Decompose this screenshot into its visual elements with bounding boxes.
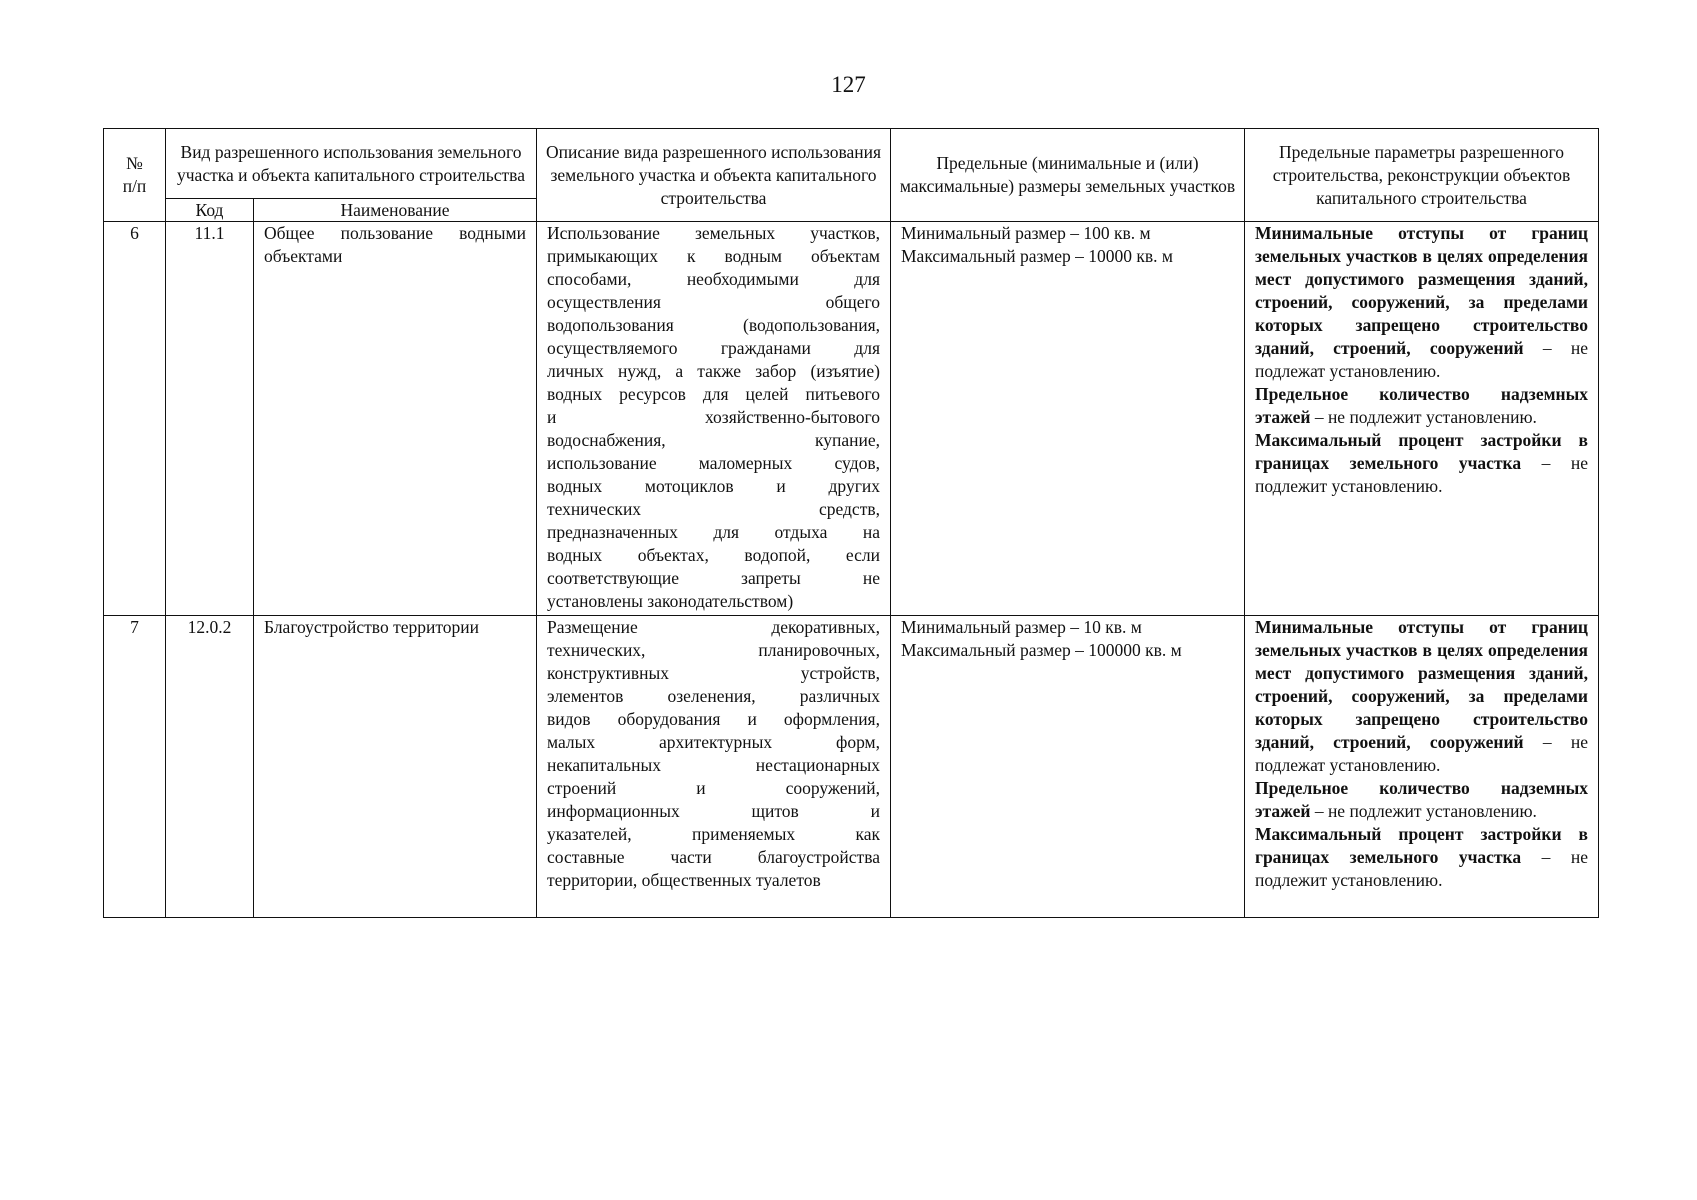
description-line: составные части благоустройства [547,847,880,867]
description-line: малых архитектурных форм, [547,732,880,752]
param-setbacks: Минимальные отступы от границ земельных участков в целях определения мест допустимого размещения зданий, строений, сооружений, за пределами которых запрещено строительство зданий, строений, сооружений – не подлежат установлению. [1255,223,1588,381]
description-line: предназначенных для отдыха на [547,522,880,542]
header-plot-sizes: Предельные (минимальные и (или) максимальные) размеры земельных участков [891,129,1245,222]
description-line: примыкающих к водным объектам [547,246,880,266]
description-line: способами, необходимыми для [547,269,880,289]
description-line: конструктивных устройств, [547,663,880,683]
row-name: Общее пользование водными объектами [254,222,537,616]
header-permitted-use-group: Вид разрешенного использования земельного участка и объекта капитального строительства [166,129,537,199]
description-line: видов оборудования и оформления, [547,709,880,729]
row-construction-params [1245,222,1599,616]
description-line: технических, планировочных, [547,640,880,660]
description-line: территории, общественных туалетов [547,870,821,890]
row-description [537,222,891,616]
size-min: Минимальный размер – 10 кв. м [901,617,1142,637]
param-coverage: Максимальный процент застройки в границах земельного участка – не подлежит установлению. [1255,430,1588,496]
param-coverage: Максимальный процент застройки в границах земельного участка – не подлежит установлению. [1255,824,1588,890]
row-code: 11.1 [166,222,254,616]
description-line: водных объектах, водопой, если [547,545,880,565]
size-max: Максимальный размер – 10000 кв. м [901,246,1173,266]
param-floors: Предельное количество надземных этажей – не подлежит установлению. [1255,778,1588,821]
description-line: водоснабжения, купание, [547,430,880,450]
header-name: Наименование [254,199,537,222]
description-line: указателей, применяемых как [547,824,880,844]
description-line: личных нужд, а также забор (изъятие) [547,361,880,381]
description-line: осуществления общего [547,292,880,312]
description-line: водных мотоциклов и других [547,476,880,496]
size-max: Максимальный размер – 100000 кв. м [901,640,1182,660]
description-line: осуществляемого гражданами для [547,338,880,358]
description-line: использование маломерных судов, [547,453,880,473]
table-row [104,616,1599,918]
header-description: Описание вида разрешенного использования земельного участка и объекта капитального строительства [537,129,891,222]
header-code: Код [166,199,254,222]
row-construction-params [1245,616,1599,918]
description-line: водных ресурсов для целей питьевого [547,384,880,404]
table-row [104,222,1599,616]
row-plot-sizes [891,616,1245,918]
description-line: и хозяйственно-бытового [547,407,880,427]
row-description [537,616,891,918]
row-name: Благоустройство территории [254,616,537,918]
header-num: № п/п [104,129,166,222]
description-line: водопользования (водопользования, [547,315,880,335]
row-num: 7 [104,616,166,918]
description-line: элементов озеленения, различных [547,686,880,706]
row-num: 6 [104,222,166,616]
description-line: технических средств, [547,499,880,519]
row-plot-sizes [891,222,1245,616]
param-setbacks: Минимальные отступы от границ земельных участков в целях определения мест допустимого размещения зданий, строений, сооружений, за пределами которых запрещено строительство зданий, строений, сооружений – не подлежат установлению. [1255,617,1588,775]
description-line: Размещение декоративных, [547,617,880,637]
description-line: соответствующие запреты не [547,568,880,588]
description-line: информационных щитов и [547,801,880,821]
description-line: установлены законодательством) [547,591,794,611]
header-construction-params: Предельные параметры разрешенного строительства, реконструкции объектов капитального строительства [1245,129,1599,222]
description-line: строений и сооружений, [547,778,880,798]
size-min: Минимальный размер – 100 кв. м [901,223,1151,243]
description-line: некапитальных нестационарных [547,755,880,775]
param-floors: Предельное количество надземных этажей – не подлежит установлению. [1255,384,1588,427]
page-number: 127 [831,72,866,97]
land-use-table [103,128,1599,918]
description-line: Использование земельных участков, [547,223,880,243]
row-code: 12.0.2 [166,616,254,918]
